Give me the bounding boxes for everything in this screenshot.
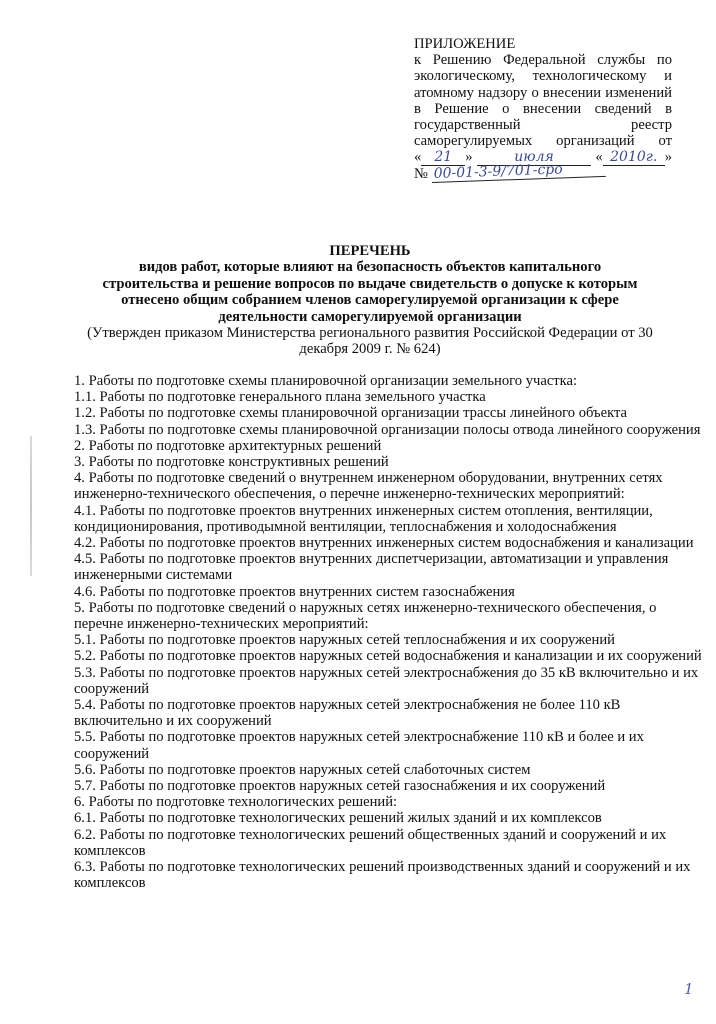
list-item: 4.1. Работы по подготовке проектов внутренних инженерных систем отопления, вентиляции, кондиционирования, противодымной вентиляции, теплоснабжения и холодоснабжения — [74, 502, 653, 535]
list-item: 5.2. Работы по подготовке проектов наружных сетей водоснабжения и канализации и их сооружений — [74, 648, 702, 665]
list-item: 4. Работы по подготовке сведений о внутреннем инженерном оборудовании, внутренних сетях инженерно-технического обеспечения, о перечне инженерно-технических мероприятий: — [74, 470, 663, 503]
list-item: 5.5. Работы по подготовке проектов наружных сетей электроснабжение 110 кВ и более и их сооружений — [74, 729, 644, 762]
list-item: 4.2. Работы по подготовке проектов внутренних инженерных систем водоснабжения и канализации — [74, 535, 694, 552]
list-item: 1.1. Работы по подготовке генерального плана земельного участка — [74, 389, 486, 406]
list-item: 5. Работы по подготовке сведений о наружных сетях инженерно-технического обеспечения, о перечне инженерно-технических мероприятий: — [74, 599, 657, 633]
list-item: 6.1. Работы по подготовке технологических решений жилых зданий и их комплексов — [74, 810, 602, 827]
list-item: 5.4. Работы по подготовке проектов наружных сетей электроснабжения не более 110 кВ включительно и их сооружений — [74, 697, 621, 730]
list-item: 5.7. Работы по подготовке проектов наружных сетей газоснабжения и их сооружений — [74, 778, 606, 795]
list-item: 5.3. Работы по подготовке проектов наружных сетей электроснабжения до 35 кВ включительно и их сооружений — [74, 664, 699, 697]
date-month-handwritten: июля — [477, 150, 591, 166]
list-item: 1.3. Работы по подготовке схемы планировочной организации полосы отвода линейного сооружения — [74, 421, 701, 438]
page-number-handwritten: 1 — [684, 980, 694, 998]
scan-margin-mark — [30, 436, 32, 576]
date-day-handwritten: 21 — [421, 150, 465, 166]
appendix-block — [414, 36, 672, 183]
list-item: 4.5. Работы по подготовке проектов внутренних диспетчеризации, автоматизации и управления инженерными системами — [74, 551, 669, 584]
date-day-group: « 21 » — [414, 149, 473, 166]
document-title: ПЕРЕЧЕНЬ — [329, 243, 411, 259]
document-subtitle: видов работ, которые влияют на безопасность объектов капитального строительства и решение вопросов по выдаче свидетельств о допуске к которым отнесено общим собранием членов саморегулируемой организации к сфере деятельности саморегулируемой организации — [102, 259, 638, 325]
work-types-list — [74, 373, 702, 892]
list-item: 6.3. Работы по подготовке технологических решений производственных зданий и сооружений и их комплексов — [74, 859, 691, 892]
appendix-body: к Решению Федеральной службы по экологическому, технологическому и атомному надзору о внесении изменений в Решение о внесении сведений в государственный реестр саморегулируемых организаций от — [414, 52, 672, 150]
list-item: 3. Работы по подготовке конструктивных решений — [74, 454, 389, 471]
list-item: 5.6. Работы по подготовке проектов наружных сетей слаботочных систем — [74, 761, 531, 778]
document-heading — [70, 243, 670, 358]
list-item: 1.2. Работы по подготовке схемы планировочной организации трассы линейного объекта — [74, 405, 628, 422]
number-handwritten: 00-01-3-9/701-сро — [431, 161, 605, 183]
list-item: 6.2. Работы по подготовке технологических решений общественных зданий и сооружений и их комплексов — [74, 826, 667, 859]
list-item: 2. Работы по подготовке архитектурных решений — [74, 437, 382, 454]
date-year-handwritten: 2010г. — [603, 150, 665, 166]
list-item: 5.1. Работы по подготовке проектов наружных сетей теплоснабжения и их сооружений — [74, 632, 615, 649]
appendix-number-line — [414, 161, 672, 183]
number-label: № — [414, 166, 428, 183]
approval-note: (Утвержден приказом Министерства регионального развития Российской Федерации от 30 декабря 2009 г. № 624) — [87, 325, 653, 358]
list-item: 6. Работы по подготовке технологических решений: — [74, 794, 398, 811]
date-year-group: « 2010г. » — [595, 149, 672, 166]
appendix-title: ПРИЛОЖЕНИЕ — [414, 36, 516, 52]
list-item: 1. Работы по подготовке схемы планировочной организации земельного участка: — [74, 373, 578, 389]
list-item: 4.6. Работы по подготовке проектов внутренних систем газоснабжения — [74, 583, 515, 600]
